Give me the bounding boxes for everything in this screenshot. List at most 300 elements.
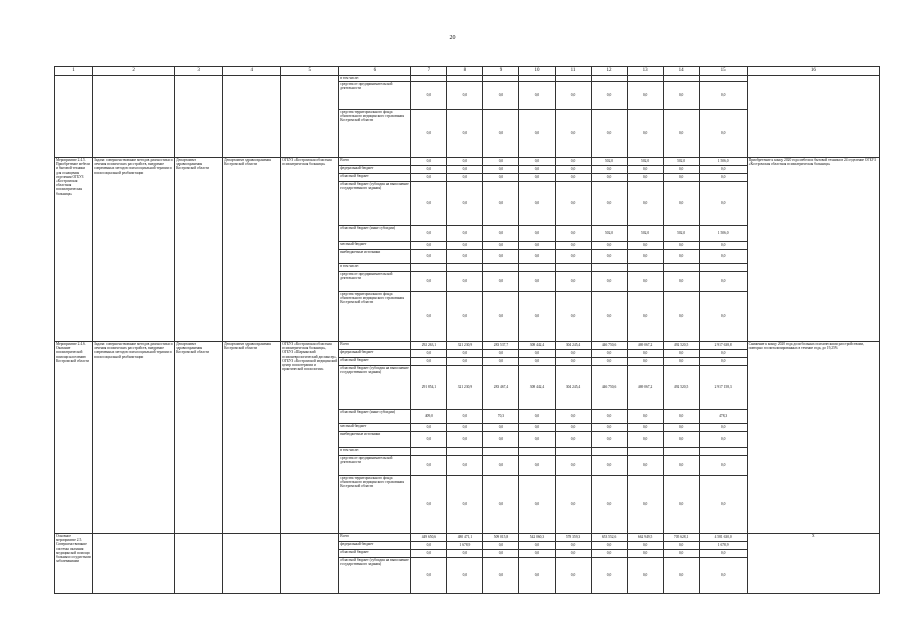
amount-cell: 0,0 <box>519 250 555 264</box>
task-description <box>93 534 175 594</box>
table-row <box>55 534 880 542</box>
amount-cell: 0,0 <box>483 158 519 166</box>
amount-cell <box>447 264 483 272</box>
amount-cell: 0,0 <box>699 558 747 594</box>
amount-cell: 0,0 <box>591 410 627 424</box>
amount-cell <box>591 448 627 456</box>
header-row <box>55 67 880 76</box>
page-number: 20 <box>449 35 456 41</box>
amount-cell: 0,0 <box>447 358 483 366</box>
amount-cell: 0,0 <box>699 182 747 226</box>
amount-cell: 0,0 <box>591 166 627 174</box>
amount-cell: 0,0 <box>447 432 483 448</box>
amount-cell: 0,0 <box>627 558 663 594</box>
amount-cell: 0,0 <box>627 166 663 174</box>
amount-cell: 480 471,1 <box>447 534 483 542</box>
amount-cell: 0,0 <box>663 250 699 264</box>
amount-cell: 0,0 <box>519 410 555 424</box>
amount-cell: 0,0 <box>663 350 699 358</box>
funding-source: в том числе: <box>339 448 411 456</box>
amount-cell: 578 359,3 <box>555 534 591 542</box>
amount-cell: 0,0 <box>411 166 447 174</box>
amount-cell: 0,0 <box>411 476 447 534</box>
amount-cell: 502,0 <box>591 158 627 166</box>
amount-cell: 0,0 <box>447 158 483 166</box>
responsible-executor: Департамент здравоохранения Костромской области <box>175 158 223 342</box>
amount-cell: 0,0 <box>483 182 519 226</box>
amount-cell <box>555 264 591 272</box>
funding-source: федеральный бюджет <box>339 166 411 174</box>
amount-cell: 0,0 <box>447 226 483 242</box>
amount-cell: 0,0 <box>519 166 555 174</box>
funding-source: областной бюджет <box>339 174 411 182</box>
amount-cell: 1 506,0 <box>699 158 747 166</box>
column-number-9: 9 <box>483 67 519 76</box>
amount-cell: 0,0 <box>663 550 699 558</box>
amount-cell <box>627 448 663 456</box>
funding-source: в том числе: <box>339 264 411 272</box>
amount-cell: 0,0 <box>519 550 555 558</box>
amount-cell: 0,0 <box>627 542 663 550</box>
amount-cell: 0,0 <box>699 250 747 264</box>
amount-cell <box>663 264 699 272</box>
amount-cell: 0,0 <box>663 542 699 550</box>
amount-cell: 0,0 <box>699 358 747 366</box>
amount-cell: 542 060,3 <box>519 534 555 542</box>
amount-cell: 0,0 <box>591 358 627 366</box>
amount-cell: 0,0 <box>483 272 519 292</box>
amount-cell: 0,0 <box>627 242 663 250</box>
amount-cell: 0,0 <box>411 82 447 110</box>
amount-cell: 0,0 <box>411 182 447 226</box>
column-number-7: 7 <box>411 67 447 76</box>
amount-cell: 705 628,1 <box>663 534 699 542</box>
amount-cell: 502,0 <box>663 226 699 242</box>
amount-cell: 0,0 <box>627 292 663 342</box>
amount-cell <box>411 448 447 456</box>
amount-cell: 0,0 <box>699 174 747 182</box>
amount-cell: 0,0 <box>627 250 663 264</box>
amount-cell: 502,0 <box>591 226 627 242</box>
amount-cell: 0,0 <box>627 182 663 226</box>
amount-cell: 292 263,1 <box>411 342 447 350</box>
amount-cell: 0,0 <box>447 350 483 358</box>
amount-cell: 478,3 <box>699 410 747 424</box>
amount-cell: 0,0 <box>699 550 747 558</box>
amount-cell: 0,0 <box>519 476 555 534</box>
amount-cell: 0,0 <box>591 272 627 292</box>
amount-cell: 0,0 <box>483 292 519 342</box>
funding-source: местный бюджет <box>339 424 411 432</box>
amount-cell: 0,0 <box>591 250 627 264</box>
amount-cell: 0,0 <box>663 476 699 534</box>
column-number-11: 11 <box>555 67 591 76</box>
funding-source: Всего <box>339 158 411 166</box>
amount-cell: 0,0 <box>663 110 699 158</box>
amount-cell: 308 442,4 <box>519 366 555 410</box>
amount-cell: 0,0 <box>447 166 483 174</box>
amount-cell: 492 520,5 <box>663 366 699 410</box>
column-number-12: 12 <box>591 67 627 76</box>
amount-cell: 0,0 <box>555 558 591 594</box>
amount-cell: 0,0 <box>627 432 663 448</box>
amount-cell: 0,0 <box>483 166 519 174</box>
column-number-6: 6 <box>339 67 411 76</box>
column-number-5: 5 <box>281 67 339 76</box>
amount-cell: 0,0 <box>447 456 483 476</box>
amount-cell: 0,0 <box>447 292 483 342</box>
co-executor: Департамент здравоохранения Костромской области <box>223 342 281 534</box>
amount-cell: 1 506,0 <box>699 226 747 242</box>
amount-cell: 0,0 <box>411 174 447 182</box>
amount-cell: 0,0 <box>627 82 663 110</box>
amount-cell: 0,0 <box>699 292 747 342</box>
amount-cell: 0,0 <box>519 358 555 366</box>
amount-cell <box>699 448 747 456</box>
amount-cell: 502,0 <box>627 226 663 242</box>
amount-cell: 0,0 <box>411 432 447 448</box>
amount-cell: 0,0 <box>519 456 555 476</box>
amount-cell <box>627 264 663 272</box>
amount-cell: 0,0 <box>483 174 519 182</box>
amount-cell: 0,0 <box>555 174 591 182</box>
amount-cell: 0,0 <box>627 550 663 558</box>
amount-cell: 0,0 <box>447 110 483 158</box>
task-description: Задача: совершенствование методов диагностики и лечения психических расстройств, внедрение современных методов психосоциальной терапии и психосоциальной реабилитации <box>93 342 175 534</box>
amount-cell: 0,0 <box>555 476 591 534</box>
amount-cell: 0,0 <box>627 358 663 366</box>
amount-cell: 0,0 <box>447 476 483 534</box>
amount-cell: 509 015,8 <box>483 534 519 542</box>
amount-cell: 0,0 <box>483 226 519 242</box>
amount-cell: 0,0 <box>483 558 519 594</box>
amount-cell: 446 750,6 <box>591 342 627 350</box>
co-executor <box>223 76 281 158</box>
funding-source: областной бюджет (субсидия на выполнение государственного задания) <box>339 366 411 410</box>
column-number-2: 2 <box>93 67 175 76</box>
amount-cell <box>555 448 591 456</box>
amount-cell: 0,0 <box>627 174 663 182</box>
amount-cell: 0,0 <box>663 424 699 432</box>
amount-cell: 0,0 <box>699 110 747 158</box>
amount-cell: 0,0 <box>663 410 699 424</box>
amount-cell: 0,0 <box>555 182 591 226</box>
amount-cell: 0,0 <box>627 424 663 432</box>
responsible-executor <box>175 534 223 594</box>
amount-cell: 0,0 <box>483 476 519 534</box>
responsible-executor <box>175 76 223 158</box>
participant: ОГБУЗ «Костромская областная психиатрическая больница», ОГБУЗ «Шарьинский психоневрологический диспансер», ОГБУЗ «Костромской медицинский центр психотерапии и практической психологии» <box>281 342 339 534</box>
amount-cell: 0,0 <box>699 272 747 292</box>
amount-cell: 0,0 <box>519 242 555 250</box>
amount-cell <box>483 264 519 272</box>
amount-cell: 0,0 <box>591 292 627 342</box>
amount-cell: 0,0 <box>483 550 519 558</box>
expected-result: Х <box>747 534 879 594</box>
column-number-14: 14 <box>663 67 699 76</box>
amount-cell: 0,0 <box>555 242 591 250</box>
amount-cell: 0,0 <box>627 272 663 292</box>
funding-source: средства территориального фонда обязательного медицинского страхования Костромской области <box>339 292 411 342</box>
funding-source: областной бюджет (иные субсидии) <box>339 410 411 424</box>
amount-cell: 0,0 <box>519 110 555 158</box>
task-description: Задача: совершенствование методов диагностики и лечения психических расстройств, внедрение современных методов психосоциальной терапии и психосоциальной реабилитации <box>93 158 175 342</box>
column-number-10: 10 <box>519 67 555 76</box>
amount-cell: 0,0 <box>591 476 627 534</box>
amount-cell: 0,0 <box>591 82 627 110</box>
amount-cell: 0,0 <box>519 158 555 166</box>
amount-cell: 0,0 <box>447 410 483 424</box>
amount-cell: 304 245,4 <box>555 342 591 350</box>
amount-cell: 0,0 <box>519 350 555 358</box>
amount-cell: 283 537,7 <box>483 342 519 350</box>
funding-source: федеральный бюджет <box>339 350 411 358</box>
amount-cell: 1 678,9 <box>699 542 747 550</box>
expected-result: Приобретение к концу 2020 года мебели и бытовой техники в 24 отделение ОГБУЗ «Костромская областная психиатрическая больница» <box>747 158 879 342</box>
amount-cell: 0,0 <box>483 424 519 432</box>
amount-cell: 469 067,2 <box>627 342 663 350</box>
amount-cell: 0,0 <box>627 410 663 424</box>
amount-cell: 0,0 <box>411 242 447 250</box>
activity-name <box>55 76 93 158</box>
amount-cell: 662 949,5 <box>627 534 663 542</box>
task-description <box>93 76 175 158</box>
amount-cell: 0,0 <box>519 182 555 226</box>
amount-cell: 492 520,5 <box>663 342 699 350</box>
amount-cell: 0,0 <box>699 166 747 174</box>
amount-cell: 0,0 <box>447 242 483 250</box>
amount-cell: 321 230,9 <box>447 342 483 350</box>
amount-cell <box>483 448 519 456</box>
participant <box>281 534 339 594</box>
amount-cell: 0,0 <box>555 550 591 558</box>
amount-cell: 0,0 <box>555 410 591 424</box>
amount-cell: 291 854,1 <box>411 366 447 410</box>
amount-cell: 0,0 <box>663 432 699 448</box>
amount-cell: 0,0 <box>663 272 699 292</box>
amount-cell <box>519 264 555 272</box>
amount-cell: 0,0 <box>411 250 447 264</box>
funding-source: областной бюджет (иные субсидии) <box>339 226 411 242</box>
amount-cell: 0,0 <box>483 350 519 358</box>
amount-cell: 0,0 <box>411 558 447 594</box>
amount-cell: 0,0 <box>411 350 447 358</box>
activity-name: Мероприятие 2.4.5. Приобретение мебели и бытовой техники для оснащения отделения ОГБУЗ «Костромская областная психиатрическая больница» <box>55 158 93 342</box>
amount-cell: 0,0 <box>519 558 555 594</box>
funding-source: внебюджетные источники <box>339 432 411 448</box>
amount-cell: 0,0 <box>411 542 447 550</box>
column-number-1: 1 <box>55 67 93 76</box>
amount-cell: 0,0 <box>483 82 519 110</box>
funding-source: средства от предпринимательской деятельности <box>339 456 411 476</box>
amount-cell: 0,0 <box>483 542 519 550</box>
amount-cell: 2 917 158,3 <box>699 366 747 410</box>
amount-cell: 0,0 <box>555 158 591 166</box>
participant <box>281 76 339 158</box>
amount-cell: 0,0 <box>447 82 483 110</box>
funding-source: местный бюджет <box>339 242 411 250</box>
responsible-executor: Департамент здравоохранения Костромской области <box>175 342 223 534</box>
expected-result: Снижение к концу 2020 года доли больных психическими расстройствами, повторно госпитализированных в течение года, до 19,25% <box>747 342 879 534</box>
amount-cell: 0,0 <box>699 432 747 448</box>
amount-cell: 0,0 <box>591 550 627 558</box>
amount-cell: 0,0 <box>555 424 591 432</box>
amount-cell: 2 917 638,8 <box>699 342 747 350</box>
amount-cell: 0,0 <box>411 158 447 166</box>
amount-cell: 0,0 <box>555 226 591 242</box>
amount-cell: 0,0 <box>555 456 591 476</box>
funding-source: средства территориального фонда обязательного медицинского страхования Костромской области <box>339 476 411 534</box>
amount-cell: 469 067,2 <box>627 366 663 410</box>
amount-cell: 0,0 <box>663 174 699 182</box>
amount-cell: 308 442,4 <box>519 342 555 350</box>
amount-cell: 0,0 <box>411 226 447 242</box>
amount-cell: 0,0 <box>591 110 627 158</box>
co-executor <box>223 534 281 594</box>
amount-cell: 0,0 <box>447 182 483 226</box>
funding-source: областной бюджет (субсидия на выполнение государственного задания) <box>339 558 411 594</box>
amount-cell: 409,0 <box>411 410 447 424</box>
expected-result <box>747 76 879 158</box>
table-row <box>55 158 880 166</box>
amount-cell: 0,0 <box>591 350 627 358</box>
column-number-15: 15 <box>699 67 747 76</box>
amount-cell: 0,0 <box>591 424 627 432</box>
table-row <box>55 342 880 350</box>
funding-source: внебюджетные источники <box>339 250 411 264</box>
amount-cell: 0,0 <box>627 350 663 358</box>
funding-source: Всего <box>339 534 411 542</box>
amount-cell: 653 552,6 <box>591 534 627 542</box>
amount-cell <box>411 264 447 272</box>
funding-source: областной бюджет (субсидия на выполнение государственного задания) <box>339 182 411 226</box>
amount-cell: 4 581 630,0 <box>699 534 747 542</box>
amount-cell <box>447 448 483 456</box>
amount-cell: 0,0 <box>447 250 483 264</box>
amount-cell: 0,0 <box>663 456 699 476</box>
amount-cell: 0,0 <box>411 550 447 558</box>
amount-cell: 0,0 <box>663 292 699 342</box>
funding-source: средства территориального фонда обязательного медицинского страхования Костромской области <box>339 110 411 158</box>
amount-cell: 0,0 <box>591 174 627 182</box>
amount-cell: 1 678,9 <box>447 542 483 550</box>
amount-cell: 0,0 <box>483 358 519 366</box>
amount-cell <box>591 264 627 272</box>
amount-cell: 0,0 <box>699 476 747 534</box>
amount-cell: 0,0 <box>411 456 447 476</box>
funding-source: областной бюджет <box>339 358 411 366</box>
amount-cell: 0,0 <box>447 272 483 292</box>
amount-cell: 0,0 <box>555 542 591 550</box>
amount-cell: 0,0 <box>663 182 699 226</box>
column-number-3: 3 <box>175 67 223 76</box>
amount-cell: 0,0 <box>555 110 591 158</box>
amount-cell <box>519 448 555 456</box>
amount-cell: 0,0 <box>483 110 519 158</box>
amount-cell: 0,0 <box>519 424 555 432</box>
funding-source: федеральный бюджет <box>339 542 411 550</box>
funding-source: Всего <box>339 342 411 350</box>
amount-cell: 0,0 <box>483 432 519 448</box>
amount-cell: 502,0 <box>627 158 663 166</box>
activity-name: Основное мероприятие 2.5. Совершенствование системы оказания медицинской помощи больным сосудистыми заболеваниями <box>55 534 93 594</box>
amount-cell: 446 750,6 <box>591 366 627 410</box>
amount-cell: 0,0 <box>555 250 591 264</box>
amount-cell: 0,0 <box>555 358 591 366</box>
amount-cell: 0,0 <box>411 424 447 432</box>
amount-cell: 0,0 <box>519 226 555 242</box>
amount-cell: 0,0 <box>447 550 483 558</box>
amount-cell: 0,0 <box>555 350 591 358</box>
participant: ОГБУЗ «Костромская областная психиатрическая больница» <box>281 158 339 342</box>
amount-cell: 0,0 <box>411 358 447 366</box>
amount-cell: 283 467,4 <box>483 366 519 410</box>
funding-source: областной бюджет <box>339 550 411 558</box>
amount-cell: 0,0 <box>483 250 519 264</box>
amount-cell: 0,0 <box>627 110 663 158</box>
amount-cell: 0,0 <box>555 432 591 448</box>
amount-cell: 0,0 <box>627 476 663 534</box>
amount-cell: 0,0 <box>411 272 447 292</box>
amount-cell: 0,0 <box>555 82 591 110</box>
column-number-4: 4 <box>223 67 281 76</box>
amount-cell: 304 245,4 <box>555 366 591 410</box>
amount-cell: 0,0 <box>519 292 555 342</box>
amount-cell: 0,0 <box>663 166 699 174</box>
amount-cell: 0,0 <box>699 242 747 250</box>
amount-cell: 0,0 <box>591 432 627 448</box>
amount-cell <box>699 264 747 272</box>
amount-cell: 0,0 <box>519 432 555 448</box>
amount-cell: 0,0 <box>555 292 591 342</box>
amount-cell <box>663 448 699 456</box>
column-number-16: 16 <box>747 67 879 76</box>
amount-cell: 0,0 <box>519 272 555 292</box>
amount-cell: 0,0 <box>591 542 627 550</box>
amount-cell: 0,0 <box>555 166 591 174</box>
amount-cell: 70,3 <box>483 410 519 424</box>
funding-source: в том числе: <box>339 76 411 82</box>
amount-cell: 0,0 <box>447 558 483 594</box>
funding-source: средства от предпринимательской деятельности <box>339 82 411 110</box>
amount-cell: 321 230,9 <box>447 366 483 410</box>
amount-cell: 0,0 <box>663 358 699 366</box>
amount-cell: 0,0 <box>483 242 519 250</box>
funding-source: средства от предпринимательской деятельности <box>339 272 411 292</box>
activity-name: Мероприятие 2.4.6. Оказание психиатрической помощи населению Костромской области <box>55 342 93 534</box>
amount-cell: 0,0 <box>483 456 519 476</box>
amount-cell: 0,0 <box>591 558 627 594</box>
co-executor: Департамент здравоохранения Костромской области <box>223 158 281 342</box>
amount-cell: 0,0 <box>663 82 699 110</box>
amount-cell: 0,0 <box>519 82 555 110</box>
amount-cell: 0,0 <box>699 82 747 110</box>
amount-cell: 0,0 <box>591 182 627 226</box>
amount-cell: 0,0 <box>519 174 555 182</box>
amount-cell: 0,0 <box>447 174 483 182</box>
column-number-13: 13 <box>627 67 663 76</box>
amount-cell: 0,0 <box>591 242 627 250</box>
amount-cell: 0,0 <box>663 558 699 594</box>
amount-cell: 502,0 <box>663 158 699 166</box>
amount-cell: 0,0 <box>411 110 447 158</box>
amount-cell: 0,0 <box>411 292 447 342</box>
amount-cell: 449 650,6 <box>411 534 447 542</box>
funding-table <box>54 66 880 594</box>
amount-cell: 0,0 <box>555 272 591 292</box>
column-number-8: 8 <box>447 67 483 76</box>
amount-cell: 0,0 <box>627 456 663 476</box>
